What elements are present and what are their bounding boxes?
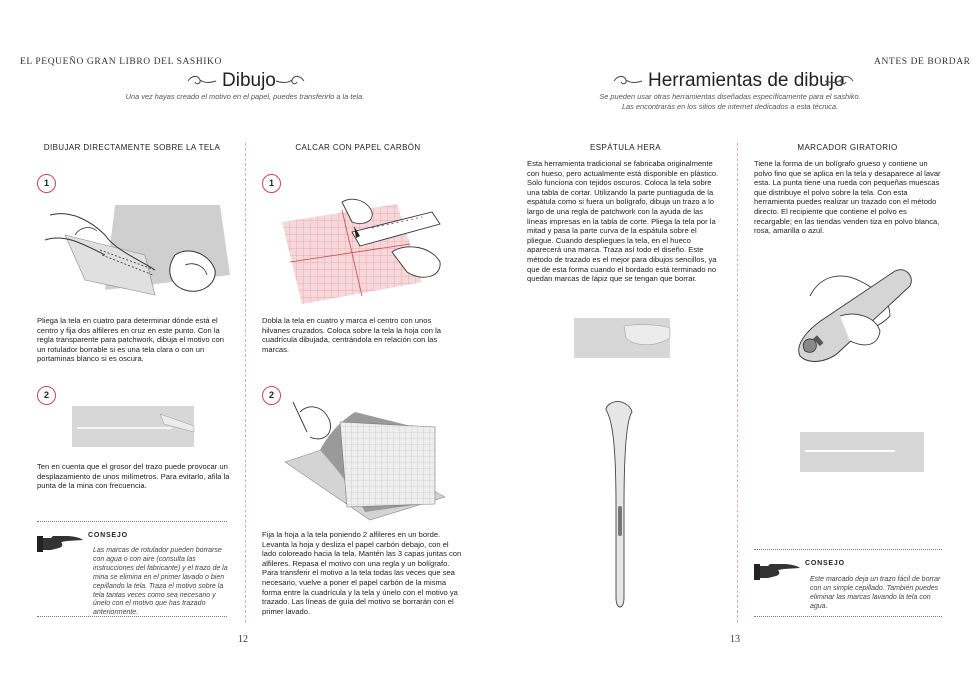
tip-separator bbox=[37, 616, 227, 617]
page-number-left: 12 bbox=[238, 634, 248, 645]
fabric-swatch-marcador bbox=[800, 432, 924, 472]
step-number-badge: 1 bbox=[262, 174, 281, 193]
step-number-badge: 2 bbox=[37, 386, 56, 405]
hera-spatula-icon bbox=[600, 398, 640, 616]
flourish-right-icon bbox=[823, 74, 855, 88]
page-title-herramientas: Herramientas de dibujo bbox=[648, 70, 845, 91]
tip-separator bbox=[754, 616, 942, 617]
subtitle-line: Se pueden usar otras herramientas diseñadas específicamente para el sashiko. bbox=[599, 92, 861, 101]
flourish-left-icon bbox=[186, 74, 218, 88]
flourish-right-icon bbox=[274, 74, 306, 88]
step-number-badge: 2 bbox=[262, 386, 281, 405]
running-head-right: ANTES DE BORDAR bbox=[874, 57, 971, 67]
page-number-right: 13 bbox=[730, 634, 740, 645]
paragraph-carbon-1: Dobla la tela en cuatro y marca el centro con unos hilvanes cruzados. Coloca sobre la tela la hoja con la cuadrícula dibujada, centrándola en relación con las marcas. bbox=[262, 316, 441, 354]
fabric-swatch-hera bbox=[574, 318, 670, 358]
paragraph-carbon-2: Fija la hoja a la tela poniendo 2 alfileres en un borde. Levanta la hoja y desliza el papel carbón debajo, con el lado coloreado hacia la tela. Mantén las 3 capas juntas con alfileres. Repasa el motivo con una regla y un bolígrafo. Para transferir el motivo a la tela todas las veces que sea necesario, vuelve a poner el papel carbón de la misma forma entre la cuadrícula y la tela y únelo con el motivo ya trazado. Las líneas de guía del motivo se borrarán con el primer lavado. bbox=[262, 530, 462, 616]
paragraph-directo-1: Pliega la tela en cuatro para determinar dónde está el centro y fija dos alfileres en cruz en este punto. Con la regla transparente para patchwork, dibuja el motivo con un rotulador borrable si es una tela clara o con un portaminas blanco si es oscura. bbox=[37, 316, 224, 364]
tip-separator bbox=[754, 549, 942, 550]
step-number-badge: 1 bbox=[37, 174, 56, 193]
column-divider bbox=[245, 143, 246, 623]
tip-separator bbox=[37, 521, 227, 522]
rotary-marker-illustration bbox=[780, 256, 930, 381]
tip-text: Las marcas de rotulador pueden borrarse con agua o con aire (consulta las instrucciones del fabricante) y el trazo de la mina se elimina en el primer lavado o bien cepillando la tela. Traza el motivo sobre la tela tantas veces como sea necesario y únelo con el motivo que has trazado anteriormente. bbox=[93, 547, 228, 617]
pointing-hand-icon bbox=[754, 560, 802, 582]
paragraph-hera: Esta herramienta tradicional se fabricaba originalmente con hueso, pero actualmente está disponible en plástico. Solo funciona con tejidos oscuros. Coloca la tela sobre una tabla de cortar. Utilizando la parte puntiaguda de la espátula como si fuera un bolígrafo, dibuja un trazo a lo largo de una regla de patchwork con la ayuda de las líneas impresas en la tabla de corte. Pliega la tela por la mitad y pasa la parte curva de la espátula sobre el pliegue. Cuando despliegues la tela, en el hueco aparecerá una marca. Traza así todo el diseño. Este método de trazado es el mejor para dibujos sencillos, ya que de esta forma cuando el bordado está terminado no quedan marcas de lápiz que se tengan que borrar. bbox=[527, 159, 719, 284]
tip-label: CONSEJO bbox=[805, 560, 845, 567]
tip-label: CONSEJO bbox=[88, 532, 128, 539]
flourish-left-icon bbox=[612, 74, 644, 88]
column-heading-carbon: CALCAR CON PAPEL CARBÓN bbox=[295, 143, 421, 152]
page-subtitle-left: Una vez hayas creado el motivo en el papel, puedes transferirlo a la tela. bbox=[125, 92, 365, 101]
running-head-left: EL PEQUEÑO GRAN LIBRO DEL SASHIKO bbox=[20, 57, 222, 67]
pointing-hand-icon bbox=[37, 532, 85, 554]
column-heading-marcador: MARCADOR GIRATORIO bbox=[797, 143, 898, 152]
column-heading-hera: ESPÁTULA HERA bbox=[589, 143, 661, 152]
carbon-paper-illustration bbox=[285, 402, 450, 522]
column-heading-directo: DIBUJAR DIRECTAMENTE SOBRE LA TELA bbox=[43, 143, 221, 152]
column-divider bbox=[737, 143, 738, 623]
page-subtitle-right bbox=[560, 92, 900, 111]
fabric-swatch-trazo bbox=[72, 406, 194, 447]
tip-text: Este marcado deja un trazo fácil de borrar con un simple cepillado. También puedes eliminar las marcas lavando la tela con agua. bbox=[810, 576, 941, 610]
paragraph-marcador: Tiene la forma de un bolígrafo grueso y contiene un polvo fino que se aplica en la tela y desaparece al lavar esta. La punta tiene una rueda con pequeñas muescas que distribuye el polvo sobre la tela. Con esta herramienta puedes realizar un trazado con el método directo. El recipiente que contiene el polvo es recargable; en las tiendas venden tiza en polvo blanca, rosa, amarilla o azul. bbox=[754, 159, 941, 236]
paragraph-directo-2: Ten en cuenta que el grosor del trazo puede provocar un desplazamiento de unos milímetros. Para evitarlo, afila la punta de la mina con frecuencia. bbox=[37, 462, 230, 491]
page-title-dibujo: Dibujo bbox=[222, 70, 276, 91]
folding-fabric-illustration bbox=[45, 195, 230, 310]
subtitle-line: Las encontrarás en los sitios de internet dedicados a esta técnica. bbox=[621, 101, 839, 111]
grid-sheet-illustration bbox=[282, 192, 442, 312]
